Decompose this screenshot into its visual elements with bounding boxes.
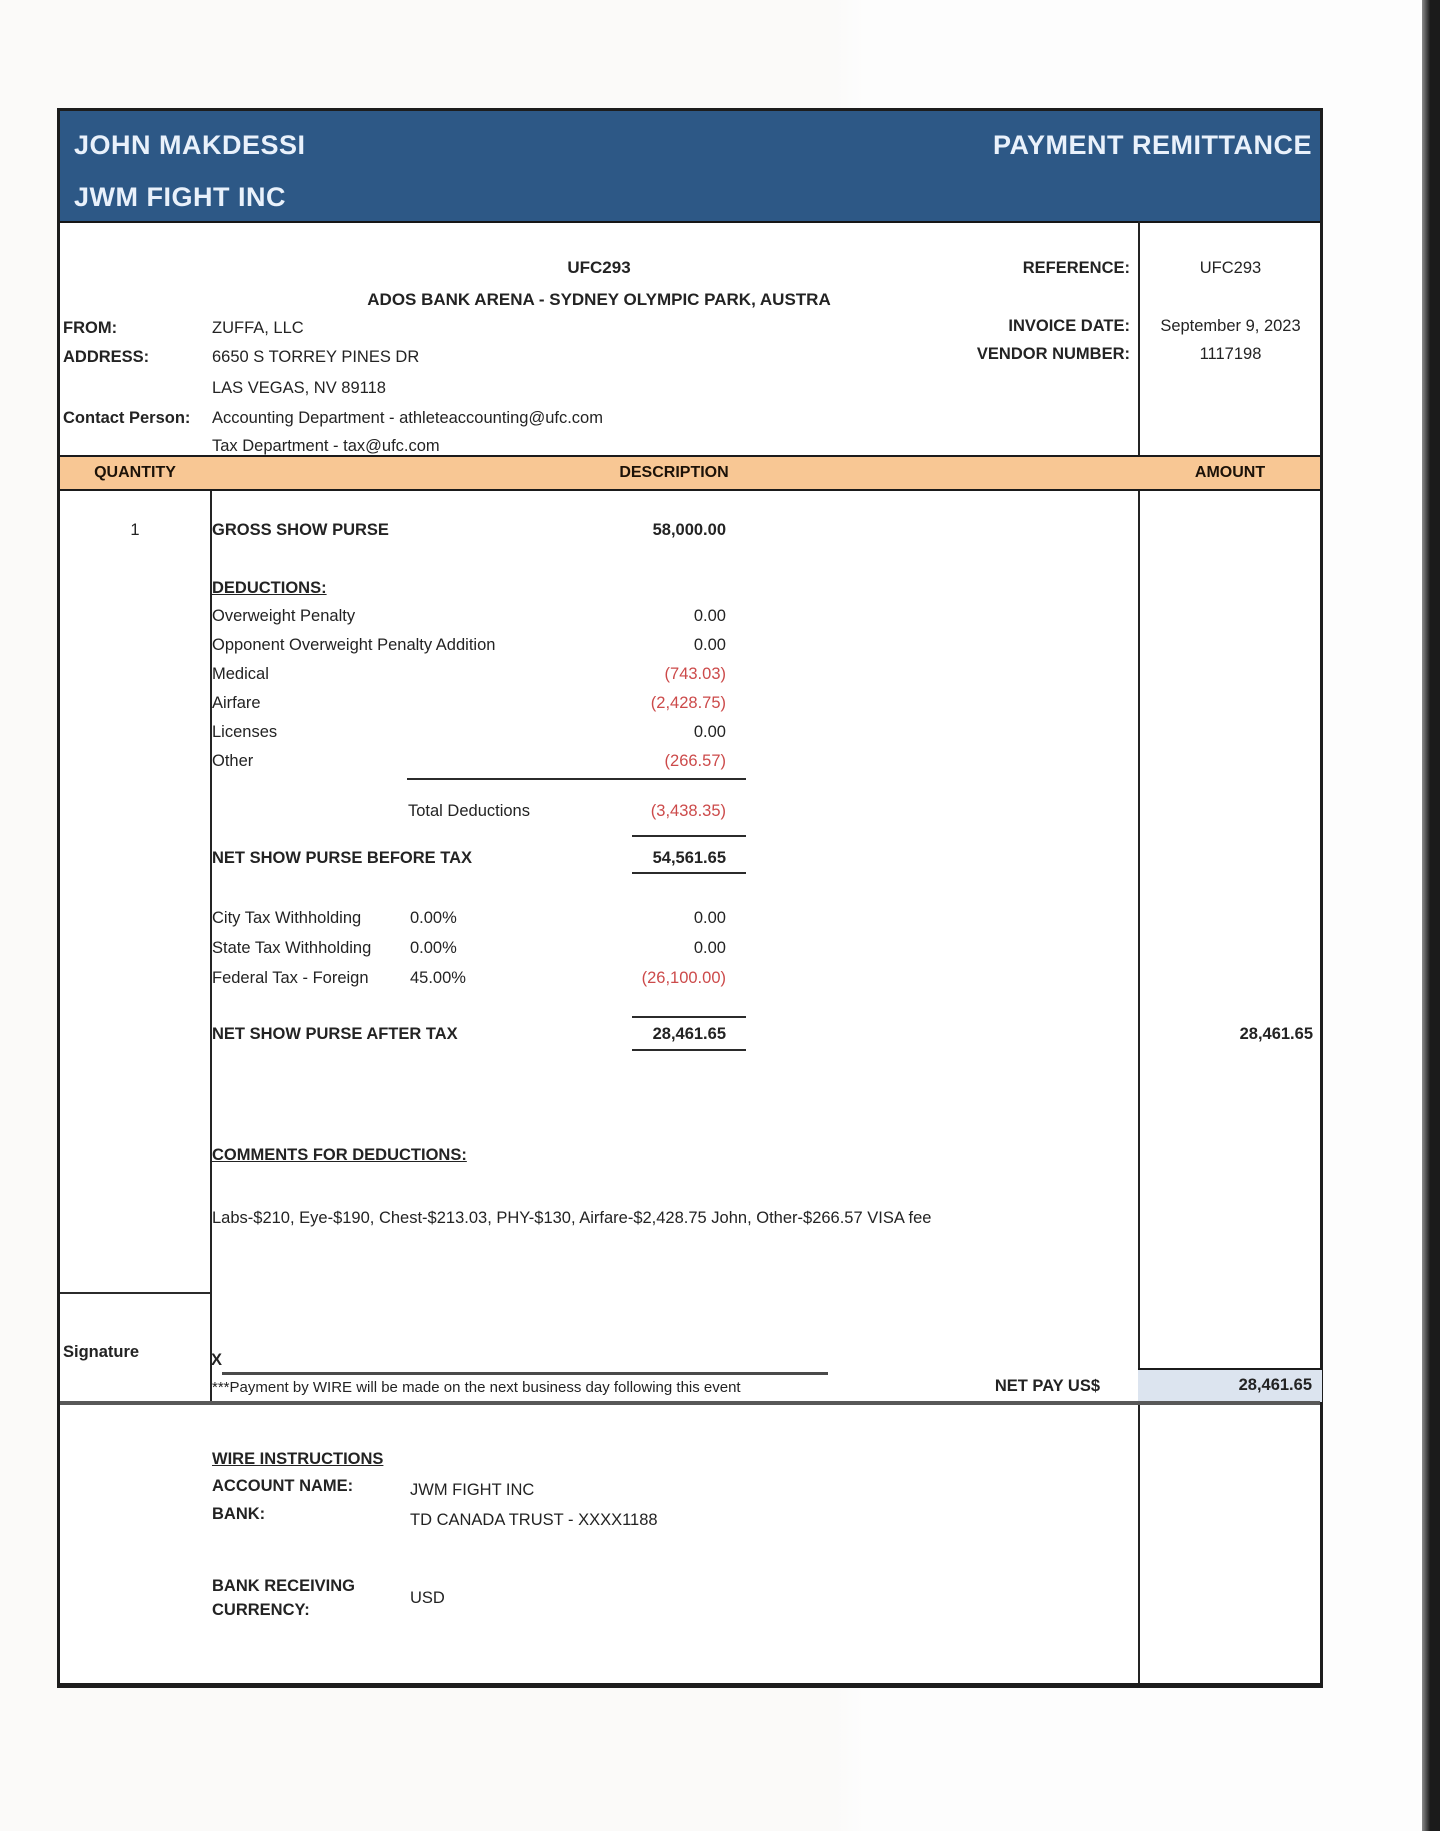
contact-line2: Tax Department - tax@ufc.com <box>212 437 440 455</box>
signature-cell-top-rule <box>60 1292 210 1294</box>
signature-x-mark: X <box>211 1351 223 1369</box>
vendor-number-value: 1117198 <box>1199 345 1262 363</box>
deduction-value: 0.00 <box>693 723 726 741</box>
deduction-label: Other <box>212 752 254 770</box>
net-after-tax-label: NET SHOW PURSE AFTER TAX <box>212 1025 458 1043</box>
section-divider-thick <box>60 1401 1320 1405</box>
vendor-number-label: VENDOR NUMBER: <box>976 345 1130 363</box>
tax-rate: 0.00% <box>410 909 457 927</box>
deduction-label: Opponent Overweight Penalty Addition <box>212 636 496 654</box>
from-label: FROM: <box>63 319 118 337</box>
tax-rate: 45.00% <box>410 969 466 987</box>
tax-label: Federal Tax - Foreign <box>212 969 369 987</box>
reference-value: UFC293 <box>1199 259 1262 277</box>
bank-label: BANK: <box>212 1505 266 1523</box>
wire-payment-note: ***Payment by WIRE will be made on the next business day following this event <box>212 1379 741 1396</box>
comments-text: Labs-$210, Eye-$190, Chest-$213.03, PHY-$130, Airfare-$2,428.75 John, Other-$266.57 VISA fee <box>212 1209 932 1227</box>
net-pay-label: NET PAY US$ <box>994 1377 1100 1395</box>
gross-show-purse-label: GROSS SHOW PURSE <box>212 521 389 539</box>
remittance-document <box>57 108 1323 1688</box>
column-header-amount: AMOUNT <box>1194 464 1266 481</box>
deduction-value: 0.00 <box>693 607 726 625</box>
net-before-tax-value: 54,561.65 <box>652 849 726 867</box>
deduction-value: (266.57) <box>664 752 726 770</box>
invoice-date-label: INVOICE DATE: <box>1008 317 1130 335</box>
tax-value: (26,100.00) <box>641 969 726 987</box>
tax-rate: 0.00% <box>410 939 457 957</box>
deduction-label: Airfare <box>212 694 261 712</box>
deductions-heading: DEDUCTIONS: <box>212 579 327 597</box>
contact-person-label: Contact Person: <box>63 409 191 427</box>
table-header-row <box>60 455 1320 491</box>
amount-column-divider <box>1138 221 1140 1683</box>
net-after-top-rule <box>632 1016 746 1018</box>
tax-label: State Tax Withholding <box>212 939 372 957</box>
net-pay-value: 28,461.65 <box>1238 1376 1312 1394</box>
bank-receiving-currency-label-line2: CURRENCY: <box>212 1601 310 1619</box>
deductions-subtotal-rule <box>407 778 746 780</box>
reference-label: REFERENCE: <box>1022 259 1130 277</box>
contact-line1: Accounting Department - athleteaccounting@ufc.com <box>212 409 603 427</box>
address-line1: 6650 S TORREY PINES DR <box>212 348 420 366</box>
column-header-quantity: QUANTITY <box>94 464 176 481</box>
net-after-bottom-rule <box>632 1049 746 1051</box>
total-deductions-label: Total Deductions <box>408 802 530 820</box>
column-header-description: DESCRIPTION <box>619 464 729 481</box>
event-name: UFC293 <box>567 258 631 277</box>
net-before-tax-label: NET SHOW PURSE BEFORE TAX <box>212 849 473 867</box>
bank-receiving-currency-label-line1: BANK RECEIVING <box>212 1577 356 1595</box>
wire-instructions-heading: WIRE INSTRUCTIONS <box>212 1450 384 1468</box>
invoice-date-value: September 9, 2023 <box>1160 317 1301 335</box>
tax-label: City Tax Withholding <box>212 909 362 927</box>
deduction-value: (2,428.75) <box>650 694 726 712</box>
payee-name: JOHN MAKDESSI <box>74 130 306 160</box>
tax-value: 0.00 <box>693 909 726 927</box>
scan-dark-edge <box>1422 0 1440 1831</box>
net-before-bottom-rule <box>632 872 746 874</box>
amount-column-net-after: 28,461.65 <box>1239 1025 1313 1043</box>
bank-value: TD CANADA TRUST - XXXX1188 <box>410 1511 658 1529</box>
comments-heading: COMMENTS FOR DEDUCTIONS: <box>212 1146 467 1164</box>
account-name-value: JWM FIGHT INC <box>410 1481 535 1499</box>
deduction-label: Medical <box>212 665 269 683</box>
document-title: PAYMENT REMITTANCE <box>992 130 1312 160</box>
net-before-top-rule <box>632 835 746 837</box>
deduction-label: Licenses <box>212 723 278 741</box>
quantity-value: 1 <box>130 521 140 539</box>
net-after-tax-value: 28,461.65 <box>652 1025 726 1043</box>
currency-value: USD <box>410 1589 445 1607</box>
signature-label: Signature <box>63 1343 140 1361</box>
deduction-value: 0.00 <box>693 636 726 654</box>
account-name-label: ACCOUNT NAME: <box>212 1477 354 1495</box>
deduction-value: (743.03) <box>664 665 726 683</box>
gross-show-purse-value: 58,000.00 <box>652 521 726 539</box>
event-venue: ADOS BANK ARENA - SYDNEY OLYMPIC PARK, AUSTRA <box>367 290 831 309</box>
address-label: ADDRESS: <box>63 348 150 366</box>
tax-value: 0.00 <box>693 939 726 957</box>
total-deductions-value: (3,438.35) <box>650 802 726 820</box>
address-line2: LAS VEGAS, NV 89118 <box>212 379 386 397</box>
from-value: ZUFFA, LLC <box>212 319 304 337</box>
document-header-bar <box>60 111 1320 223</box>
net-pay-cell <box>1138 1368 1322 1404</box>
payee-company: JWM FIGHT INC <box>74 182 286 212</box>
deduction-label: Overweight Penalty <box>212 607 356 625</box>
